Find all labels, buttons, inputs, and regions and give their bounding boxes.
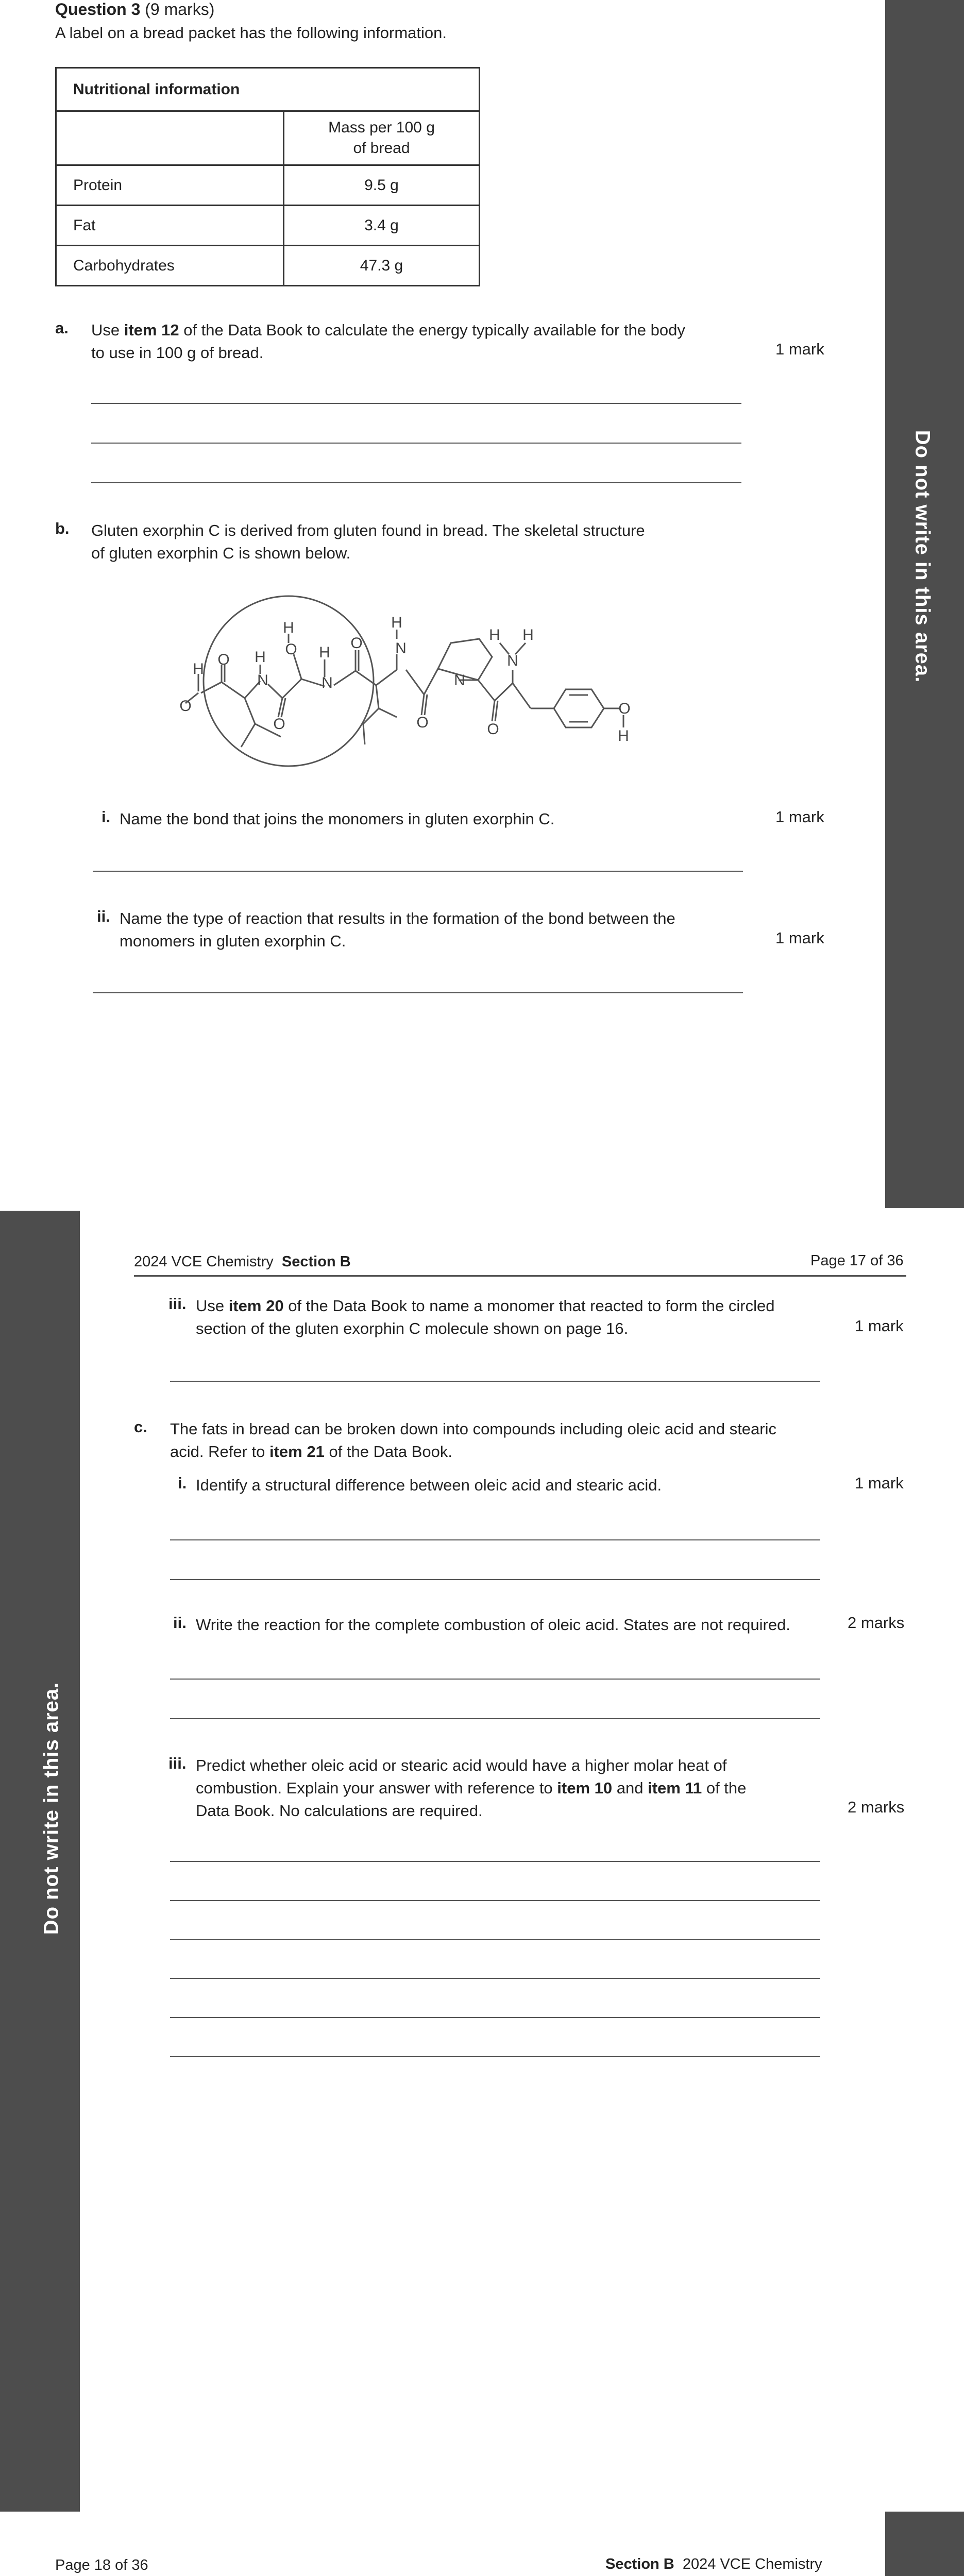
- answer-line[interactable]: [93, 992, 743, 993]
- nutrition-table-title: Nutritional information: [56, 68, 480, 111]
- nutrient-value: 3.4 g: [284, 206, 480, 246]
- page-17-header-left: 2024 VCE Chemistry Section B: [134, 1253, 351, 1270]
- answer-line[interactable]: [170, 1900, 820, 1901]
- nutrient-value: 47.3 g: [284, 246, 480, 286]
- atom-n: N: [454, 672, 465, 689]
- part-c-ii-label: ii.: [173, 1614, 187, 1632]
- answer-line[interactable]: [91, 443, 741, 444]
- atom-h: H: [489, 626, 500, 643]
- atom-n: N: [257, 672, 268, 689]
- nutrition-table-empty-header: [56, 111, 284, 165]
- atom-n: N: [395, 640, 407, 657]
- nutrient-value: 9.5 g: [284, 165, 480, 206]
- answer-line[interactable]: [170, 1861, 820, 1862]
- part-a-mark: 1 mark: [775, 340, 824, 358]
- answer-line[interactable]: [170, 1381, 820, 1382]
- page-18-footer-right: Section B 2024 VCE Chemistry: [605, 2556, 822, 2572]
- atom-h: H: [255, 649, 266, 666]
- answer-line[interactable]: [93, 871, 743, 872]
- atom-h: H: [283, 619, 294, 636]
- answer-line[interactable]: [91, 403, 741, 404]
- nutrient-name: Fat: [56, 206, 284, 246]
- part-b-i-label: i.: [102, 808, 111, 826]
- part-c-i-mark: 1 mark: [855, 1474, 904, 1492]
- part-b-label: b.: [55, 519, 70, 537]
- part-b-i-text: Name the bond that joins the monomers in gluten exorphin C.: [120, 810, 555, 828]
- atom-o: O: [285, 641, 297, 658]
- atom-n: N: [322, 674, 333, 691]
- side-margin-text-left: Do not write in this area.: [40, 1682, 63, 1935]
- atom-o: O: [179, 698, 192, 715]
- atom-o: O: [350, 635, 363, 652]
- nutrient-name: Carbohydrates: [56, 246, 284, 286]
- part-c-iii-mark: 2 marks: [848, 1798, 905, 1816]
- part-c-label: c.: [134, 1418, 147, 1436]
- table-row: [56, 246, 480, 286]
- page-17-header-rule: [134, 1275, 906, 1277]
- answer-line[interactable]: [170, 1539, 820, 1540]
- answer-line[interactable]: [170, 1978, 820, 1979]
- part-c-i-text: Identify a structural difference between oleic acid and stearic acid.: [196, 1476, 662, 1494]
- side-margin-bar-right-page18: [885, 2512, 964, 2576]
- answer-line[interactable]: [91, 482, 741, 483]
- part-b-ii-label: ii.: [97, 907, 110, 925]
- nutrient-name: Protein: [56, 165, 284, 206]
- part-c-iii-label: iii.: [168, 1754, 187, 1772]
- atom-h: H: [319, 644, 330, 661]
- atom-h: H: [391, 614, 402, 631]
- part-a-label: a.: [55, 319, 69, 337]
- answer-line[interactable]: [170, 2017, 820, 2018]
- part-c-iii-text: Predict whether oleic acid or stearic acid would have a higher molar heat of combustion. Explain your answer with reference to item 10 and item 11 of the Data Book. No calculations are required.: [196, 1756, 747, 1820]
- answer-line[interactable]: [170, 1579, 820, 1580]
- part-c-ii-mark: 2 marks: [848, 1614, 905, 1632]
- atom-n: N: [507, 652, 518, 669]
- part-b-ii-mark: 1 mark: [775, 929, 824, 947]
- table-row: [56, 165, 480, 206]
- atom-h: H: [522, 626, 534, 643]
- atom-h: H: [618, 727, 629, 744]
- nutrition-table: [55, 67, 480, 286]
- atom-o: O: [217, 651, 230, 668]
- question-intro: A label on a bread packet has the following information.: [55, 24, 447, 42]
- question-heading: [55, 0, 214, 19]
- page-18-footer-left: Page 18 of 36: [55, 2557, 148, 2573]
- answer-line[interactable]: [170, 2056, 820, 2057]
- atom-o: O: [487, 721, 499, 738]
- part-b-i-mark: 1 mark: [775, 808, 824, 826]
- atom-o: O: [273, 716, 285, 733]
- answer-line[interactable]: [170, 1718, 820, 1719]
- atom-o: O: [618, 700, 631, 717]
- part-c-ii-text: Write the reaction for the complete combustion of oleic acid. States are not required.: [196, 1616, 790, 1634]
- page-17-header-right: Page 17 of 36: [810, 1252, 904, 1269]
- part-b-ii-text: Name the type of reaction that results in the formation of the bond between the monomers in gluten exorphin C.: [120, 909, 675, 950]
- part-b-text: Gluten exorphin C is derived from gluten found in bread. The skeletal structure of gluten exorphin C is shown below.: [91, 521, 645, 562]
- part-a-text: Use item 12 of the Data Book to calculate the energy typically available for the body to use in 100 g of bread.: [91, 321, 685, 362]
- table-row: [56, 206, 480, 246]
- nutrition-table-column-header: Mass per 100 g of bread: [284, 111, 480, 165]
- side-margin-text-right: Do not write in this area.: [911, 430, 934, 683]
- answer-line[interactable]: [170, 1939, 820, 1940]
- part-c-i-label: i.: [178, 1474, 187, 1492]
- part-b-iii-text: Use item 20 of the Data Book to name a monomer that reacted to form the circled section of the gluten exorphin C molecule shown on page 16.: [196, 1297, 775, 1337]
- question-number: Question 3: [55, 0, 141, 19]
- part-b-iii-mark: 1 mark: [855, 1317, 904, 1335]
- part-b-iii-label: iii.: [168, 1295, 187, 1313]
- part-c-text: The fats in bread can be broken down into compounds including oleic acid and stearic acid. Refer to item 21 of the Data Book.: [170, 1420, 777, 1461]
- question-marks: (9 marks): [145, 0, 215, 19]
- gluten-exorphin-c-structure: [170, 582, 644, 778]
- atom-h: H: [193, 660, 204, 677]
- atom-o: O: [416, 714, 429, 731]
- answer-line[interactable]: [170, 1679, 820, 1680]
